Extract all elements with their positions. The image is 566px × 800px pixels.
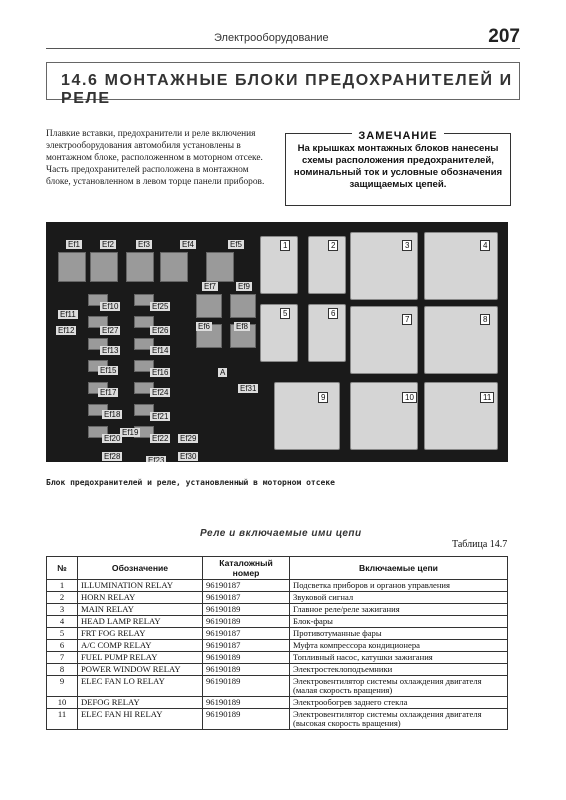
relay-number-label: 11 bbox=[480, 392, 494, 403]
page-number: 207 bbox=[488, 26, 520, 47]
cell-number: 3 bbox=[47, 604, 78, 616]
fuse-label: Ef5 bbox=[230, 240, 243, 249]
note-box bbox=[285, 130, 511, 206]
fuse-body bbox=[160, 252, 188, 282]
table-header-row bbox=[47, 557, 508, 580]
fuse-body bbox=[58, 252, 86, 282]
fuse-label: Ef4 bbox=[182, 240, 195, 249]
cell-number: 5 bbox=[47, 628, 78, 640]
relay-number-label: 5 bbox=[280, 308, 290, 319]
cell-circuits: Блок-фары bbox=[290, 616, 508, 628]
fuse-label: Ef31 bbox=[240, 384, 257, 393]
table-row bbox=[47, 580, 508, 592]
table-title: Реле и включаемые ими цепи bbox=[200, 528, 362, 539]
cell-designation: HORN RELAY bbox=[78, 592, 203, 604]
cell-designation: ELEC FAN LO RELAY bbox=[78, 676, 203, 697]
fuse-label: Ef10 bbox=[102, 302, 119, 311]
cell-designation: ELEC FAN HI RELAY bbox=[78, 709, 203, 730]
relay-number-label: 2 bbox=[328, 240, 338, 251]
cell-circuits: Муфта компрессора кондиционера bbox=[290, 640, 508, 652]
fuse-label: Ef14 bbox=[152, 346, 169, 355]
table-row bbox=[47, 640, 508, 652]
relay-body bbox=[260, 304, 298, 362]
fuse-label: Ef29 bbox=[180, 434, 197, 443]
cell-circuits: Главное реле/реле зажигания bbox=[290, 604, 508, 616]
fuse-label: Ef9 bbox=[238, 282, 251, 291]
section-title-box bbox=[46, 62, 520, 107]
table-row bbox=[47, 676, 508, 697]
cell-circuits: Топливный насос, катушки зажигания bbox=[290, 652, 508, 664]
cell-circuits: Электровентилятор системы охлаждения двигателя (малая скорость вращения) bbox=[290, 676, 508, 697]
table-row bbox=[47, 652, 508, 664]
fuse-label: Ef7 bbox=[204, 282, 217, 291]
cell-designation: A/C COMP RELAY bbox=[78, 640, 203, 652]
fuse-label: Ef19 bbox=[122, 428, 139, 437]
cell-number: 6 bbox=[47, 640, 78, 652]
relay-body bbox=[308, 304, 346, 362]
cell-catalog-number: 96190189 bbox=[203, 697, 290, 709]
fuse-label: Ef13 bbox=[102, 346, 119, 355]
relay-number-label: 6 bbox=[328, 308, 338, 319]
cell-designation: DEFOG RELAY bbox=[78, 697, 203, 709]
cell-designation: MAIN RELAY bbox=[78, 604, 203, 616]
table-row bbox=[47, 709, 508, 730]
fuse-label: Ef2 bbox=[102, 240, 115, 249]
cell-designation: FRT FOG RELAY bbox=[78, 628, 203, 640]
cell-designation: POWER WINDOW RELAY bbox=[78, 664, 203, 676]
table-row bbox=[47, 604, 508, 616]
fuse-label: Ef25 bbox=[152, 302, 169, 311]
section-title: 14.6 МОНТАЖНЫЕ БЛОКИ ПРЕДОХРАНИТЕЛЕЙ И РЕЛЕ bbox=[61, 72, 513, 107]
cell-catalog-number: 96190189 bbox=[203, 664, 290, 676]
cell-catalog-number: 96190189 bbox=[203, 616, 290, 628]
fuse-label: Ef11 bbox=[60, 310, 76, 319]
cell-designation: FUEL PUMP RELAY bbox=[78, 652, 203, 664]
relay-body bbox=[308, 236, 346, 294]
cell-circuits: Электрообогрев заднего стекла bbox=[290, 697, 508, 709]
table-row bbox=[47, 697, 508, 709]
fuse-label: Ef30 bbox=[180, 452, 197, 461]
fuse-label: Ef21 bbox=[152, 412, 169, 421]
cell-circuits: Электровентилятор системы охлаждения двигателя (высокая скорость вращения) bbox=[290, 709, 508, 730]
fuse-label: Ef12 bbox=[58, 326, 75, 335]
cell-catalog-number: 96190189 bbox=[203, 652, 290, 664]
header-rule bbox=[46, 48, 520, 49]
col-header-number: № bbox=[47, 557, 78, 580]
fuse-label: Ef26 bbox=[152, 326, 169, 335]
fuse-label: Ef20 bbox=[104, 434, 121, 443]
running-header-section: Электрооборудование bbox=[214, 32, 329, 44]
cell-catalog-number: 96190189 bbox=[203, 604, 290, 616]
table-row bbox=[47, 592, 508, 604]
fuse-body bbox=[90, 252, 118, 282]
table-row bbox=[47, 664, 508, 676]
fuse-label: Ef8 bbox=[236, 322, 249, 331]
table-number: Таблица 14.7 bbox=[452, 539, 508, 550]
note-text: На крышках монтажных блоков нанесены схемы расположения предохранителей, номинальный ток и условные обозначения защищаемых цепей. bbox=[293, 143, 503, 190]
cell-number: 4 bbox=[47, 616, 78, 628]
cell-number: 9 bbox=[47, 676, 78, 697]
cell-number: 7 bbox=[47, 652, 78, 664]
relay-body bbox=[260, 236, 298, 294]
table-row bbox=[47, 628, 508, 640]
fuse-body bbox=[230, 294, 256, 318]
cell-number: 11 bbox=[47, 709, 78, 730]
col-header-circuits: Включаемые цепи bbox=[290, 557, 508, 580]
relay-table bbox=[46, 556, 508, 730]
relay-body bbox=[274, 382, 340, 450]
cell-number: 2 bbox=[47, 592, 78, 604]
fuse-label: Ef16 bbox=[152, 368, 169, 377]
cell-catalog-number: 96190187 bbox=[203, 628, 290, 640]
note-heading: ЗАМЕЧАНИЕ bbox=[286, 126, 510, 144]
cell-designation: ILLUMINATION RELAY bbox=[78, 580, 203, 592]
fuse-label: Ef22 bbox=[152, 434, 169, 443]
cell-circuits: Противотуманные фары bbox=[290, 628, 508, 640]
relay-number-label: 4 bbox=[480, 240, 490, 251]
fuse-body bbox=[196, 294, 222, 318]
fuse-label: Ef27 bbox=[102, 326, 119, 335]
fuse-label: Ef28 bbox=[104, 452, 121, 461]
cell-catalog-number: 96190189 bbox=[203, 676, 290, 697]
intro-paragraph: Плавкие вставки, предохранители и реле включения электрооборудования автомобиля установлены в монтажном блоке, расположенном в моторном отсеке. Часть предохранителей расположена в монтажном блоке, установленном в левом торце панели приборов. bbox=[46, 129, 265, 187]
cell-designation: HEAD LAMP RELAY bbox=[78, 616, 203, 628]
relay-number-label: 10 bbox=[402, 392, 417, 403]
fuse-label: Ef24 bbox=[152, 388, 169, 397]
fuse-box-photo bbox=[46, 222, 508, 462]
cell-number: 10 bbox=[47, 697, 78, 709]
cell-circuits: Звуковой сигнал bbox=[290, 592, 508, 604]
cell-number: 1 bbox=[47, 580, 78, 592]
page-header bbox=[46, 28, 520, 50]
fuse-label: Ef18 bbox=[104, 410, 121, 419]
fuse-label: Ef3 bbox=[138, 240, 151, 249]
table-row bbox=[47, 616, 508, 628]
cell-circuits: Электростеклоподъемники bbox=[290, 664, 508, 676]
col-header-designation: Обозначение bbox=[78, 557, 203, 580]
fuse-label: A bbox=[220, 368, 226, 377]
relay-number-label: 1 bbox=[280, 240, 290, 251]
relay-number-label: 9 bbox=[318, 392, 328, 403]
fuse-body bbox=[126, 252, 154, 282]
col-header-catalog: Каталожный номер bbox=[203, 557, 290, 580]
cell-catalog-number: 96190187 bbox=[203, 640, 290, 652]
cell-number: 8 bbox=[47, 664, 78, 676]
cell-catalog-number: 96190189 bbox=[203, 709, 290, 730]
cell-catalog-number: 96190187 bbox=[203, 592, 290, 604]
fuse-label: Ef1 bbox=[68, 240, 81, 249]
relay-number-label: 8 bbox=[480, 314, 490, 325]
cell-circuits: Подсветка приборов и органов управления bbox=[290, 580, 508, 592]
fuse-label: Ef15 bbox=[100, 366, 117, 375]
fuse-label: Ef23 bbox=[146, 456, 166, 462]
fuse-body bbox=[206, 252, 234, 282]
cell-catalog-number: 96190187 bbox=[203, 580, 290, 592]
fuse-label: Ef17 bbox=[100, 388, 117, 397]
photo-caption: Блок предохранителей и реле, установленный в моторном отсеке bbox=[46, 478, 335, 487]
fuse-label: Ef6 bbox=[198, 322, 211, 331]
relay-number-label: 3 bbox=[402, 240, 412, 251]
relay-number-label: 7 bbox=[402, 314, 412, 325]
